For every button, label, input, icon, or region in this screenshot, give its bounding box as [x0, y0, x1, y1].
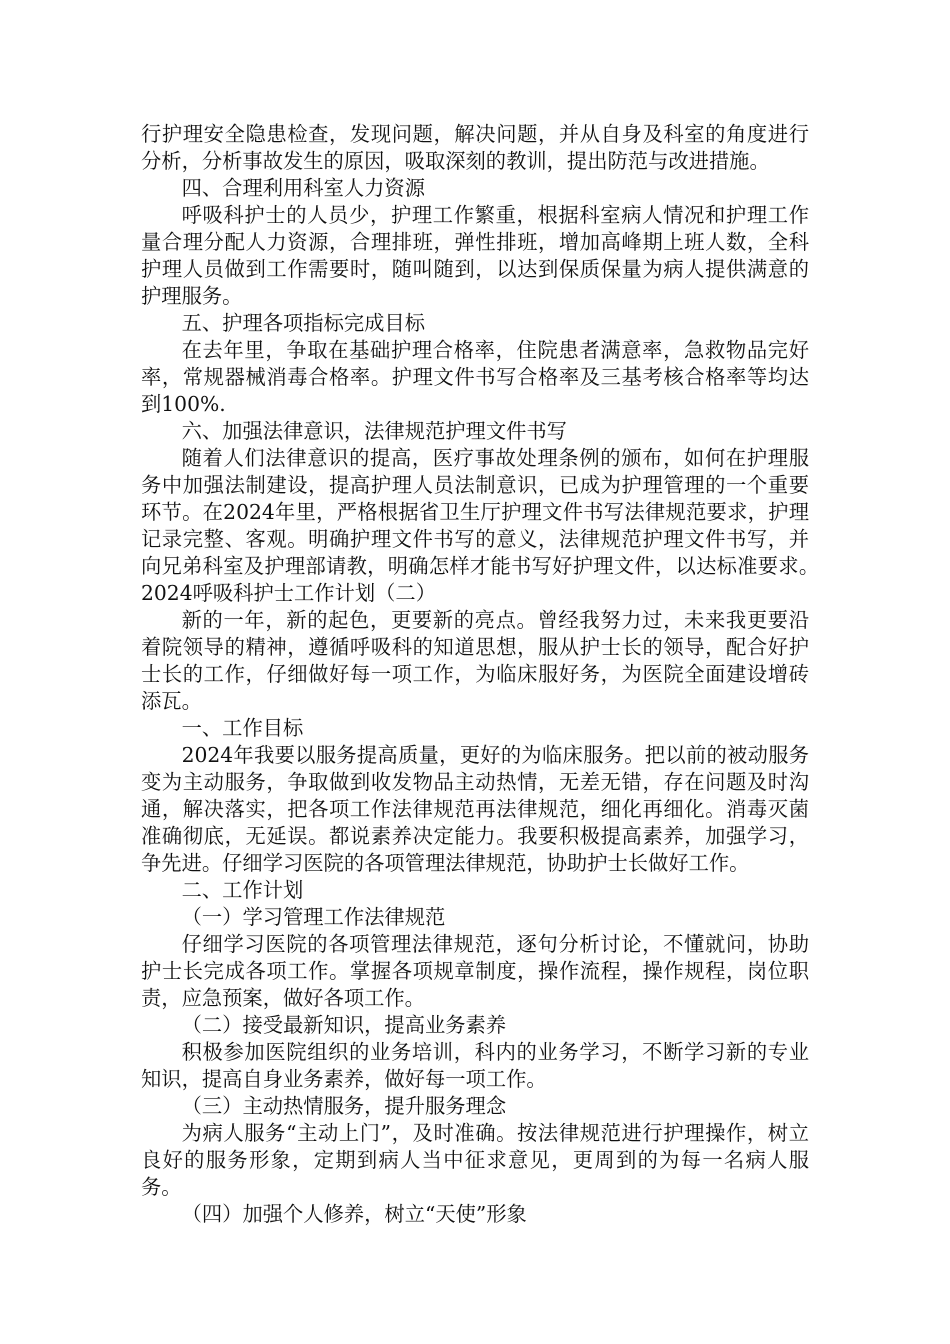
- paragraph: 2024年我要以服务提高质量，更好的为临床服务。把以前的被动服务变为主动服务，争取做到收发物品主动热情，无差无错，存在问题及时沟通，解决落实，把各项工作法律规范再法律规范，细化再细化。消毒灭菌准确彻底，无延误。都说素养决定能力。我要积极提高素养，加强学习，争先进。仔细学习医院的各项管理法律规范，协助护士长做好工作。: [141, 743, 809, 875]
- section-heading-2: 二、工作计划: [181, 878, 304, 902]
- document-body: [141, 121, 850, 1228]
- subsection-heading-2: （二）接受最新知识，提高业务素养: [181, 1013, 507, 1037]
- section-heading-5: 五、护理各项指标完成目标: [181, 311, 425, 335]
- paragraph: 随着人们法律意识的提高，医疗事故处理条例的颁布，如何在护理服务中加强法制建设，提高护理人员法制意识，已成为护理管理的一个重要环节。在2024年里，严格根据省卫生厅护理文件书写法律规范要求，护理记录完整、客观。明确护理文件书写的意义，法律规范护理文件书写，并向兄弟科室及护理部请教，明确怎样才能书写好护理文件，以达标准要求。 2024呼吸科护士工作计划（二）: [141, 446, 850, 605]
- subsection-heading-3: （三）主动热情服务，提升服务理念: [181, 1094, 507, 1118]
- paragraph: 仔细学习医院的各项管理法律规范，逐句分析讨论，不懂就问，协助护士长完成各项工作。掌握各项规章制度，操作流程，操作规程，岗位职责，应急预案，做好各项工作。: [141, 932, 809, 1010]
- section-heading-4: 四、合理利用科室人力资源: [181, 176, 425, 200]
- paragraph: 呼吸科护士的人员少，护理工作繁重，根据科室病人情况和护理工作量合理分配人力资源，合理排班，弹性排班，增加高峰期上班人数，全科护理人员做到工作需要时，随叫随到，以达到保质保量为病人提供满意的护理服务。: [141, 203, 809, 308]
- paragraph: 为病人服务“主动上门”，及时准确。按法律规范进行护理操作，树立良好的服务形象，定期到病人当中征求意见，更周到的为每一名病人服务。: [141, 1121, 809, 1199]
- paragraph-continued: 行护理安全隐患检查，发现问题，解决问题，并从自身及科室的角度进行分析，分析事故发生的原因，吸取深刻的教训，提出防范与改进措施。: [141, 122, 809, 173]
- section-heading-6: 六、加强法律意识，法律规范护理文件书写: [181, 419, 567, 443]
- section-heading-1: 一、工作目标: [181, 716, 304, 740]
- subsection-heading-4: （四）加强个人修养，树立“天使”形象: [181, 1202, 527, 1226]
- paragraph: 新的一年，新的起色，更要新的亮点。曾经我努力过，未来我更要沿着院领导的精神，遵循呼吸科的知道思想，服从护士长的领导，配合好护士长的工作，仔细做好每一项工作，为临床服好务，为医院全面建设增砖添瓦。: [141, 608, 809, 713]
- paragraph: 积极参加医院组织的业务培训，科内的业务学习，不断学习新的专业知识，提高自身业务素养，做好每一项工作。: [141, 1040, 809, 1091]
- paragraph: 在去年里，争取在基础护理合格率，住院患者满意率，急救物品完好率，常规器械消毒合格率。护理文件书写合格率及三基考核合格率等均达到100%.: [141, 338, 809, 416]
- subsection-heading-1: （一）学习管理工作法律规范: [181, 905, 446, 929]
